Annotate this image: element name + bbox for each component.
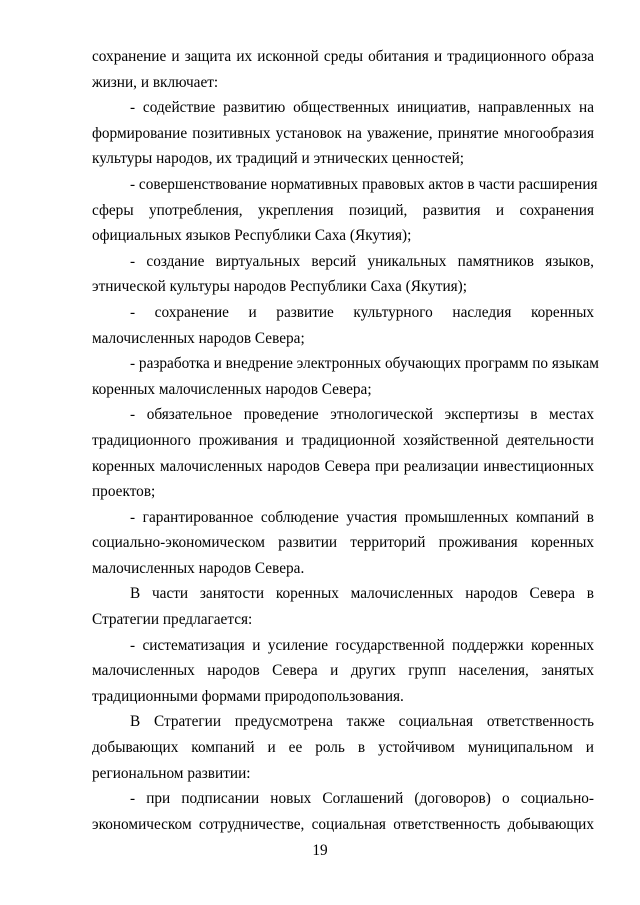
text-line: социально-экономическом развитии территорий проживания коренных — [92, 534, 594, 552]
text-line: традиционного проживания и традиционной хозяйственной деятельности — [92, 431, 594, 449]
text-line: В Стратегии предусмотрена также социальная ответственность — [130, 713, 594, 731]
text-line: официальных языков Республики Саха (Якутия); — [92, 227, 412, 245]
text-line: экономическом сотрудничестве, социальная ответственность добывающих — [92, 815, 594, 833]
text-line: традиционными формами природопользования. — [92, 687, 404, 705]
text-line: малочисленных народов Севера. — [92, 559, 305, 577]
text-line: малочисленных народов Севера; — [92, 329, 305, 347]
text-line: - систематизация и усиление государственной поддержки коренных — [130, 636, 594, 654]
text-line: этнической культуры народов Республики Саха (Якутия); — [92, 278, 468, 296]
text-line: В части занятости коренных малочисленных народов Севера в — [130, 585, 594, 603]
text-line: - при подписании новых Соглашений (договоров) о социально- — [130, 790, 594, 808]
text-line: добывающих компаний и ее роль в устойчивом муниципальном и — [92, 739, 594, 757]
page-number: 19 — [312, 842, 328, 859]
text-line: сохранение и защита их исконной среды обитания и традиционного образа — [92, 48, 594, 65]
text-line: сферы употребления, укрепления позиций, развития и сохранения — [92, 201, 594, 219]
text-line: - гарантированное соблюдение участия промышленных компаний в — [130, 508, 594, 526]
body-text — [92, 44, 599, 837]
text-line: - сохранение и развитие культурного наследия коренных — [130, 303, 594, 321]
text-line: Стратегии предлагается: — [92, 611, 253, 629]
text-line: формирование позитивных установок на уважение, принятие многообразия — [92, 124, 594, 142]
text-line: - разработка и внедрение электронных обучающих программ по языкам — [130, 355, 599, 373]
text-line: региональном развитии: — [92, 764, 251, 782]
text-line: - создание виртуальных версий уникальных памятников языков, — [130, 252, 594, 270]
text-line: малочисленных народов Севера и других групп населения, занятых — [92, 662, 594, 680]
text-line: - обязательное проведение этнологической экспертизы в местах — [130, 406, 594, 424]
text-line: проектов; — [92, 483, 156, 501]
text-line: коренных малочисленных народов Севера при реализации инвестиционных — [92, 457, 594, 475]
text-line: культуры народов, их традиций и этнических ценностей; — [92, 150, 465, 168]
text-line: коренных малочисленных народов Севера; — [92, 380, 372, 398]
text-line: - содействие развитию общественных инициатив, направленных на — [130, 99, 594, 117]
text-line: жизни, и включает: — [92, 73, 219, 91]
text-line: - совершенствование нормативных правовых актов в части расширения — [130, 175, 598, 193]
